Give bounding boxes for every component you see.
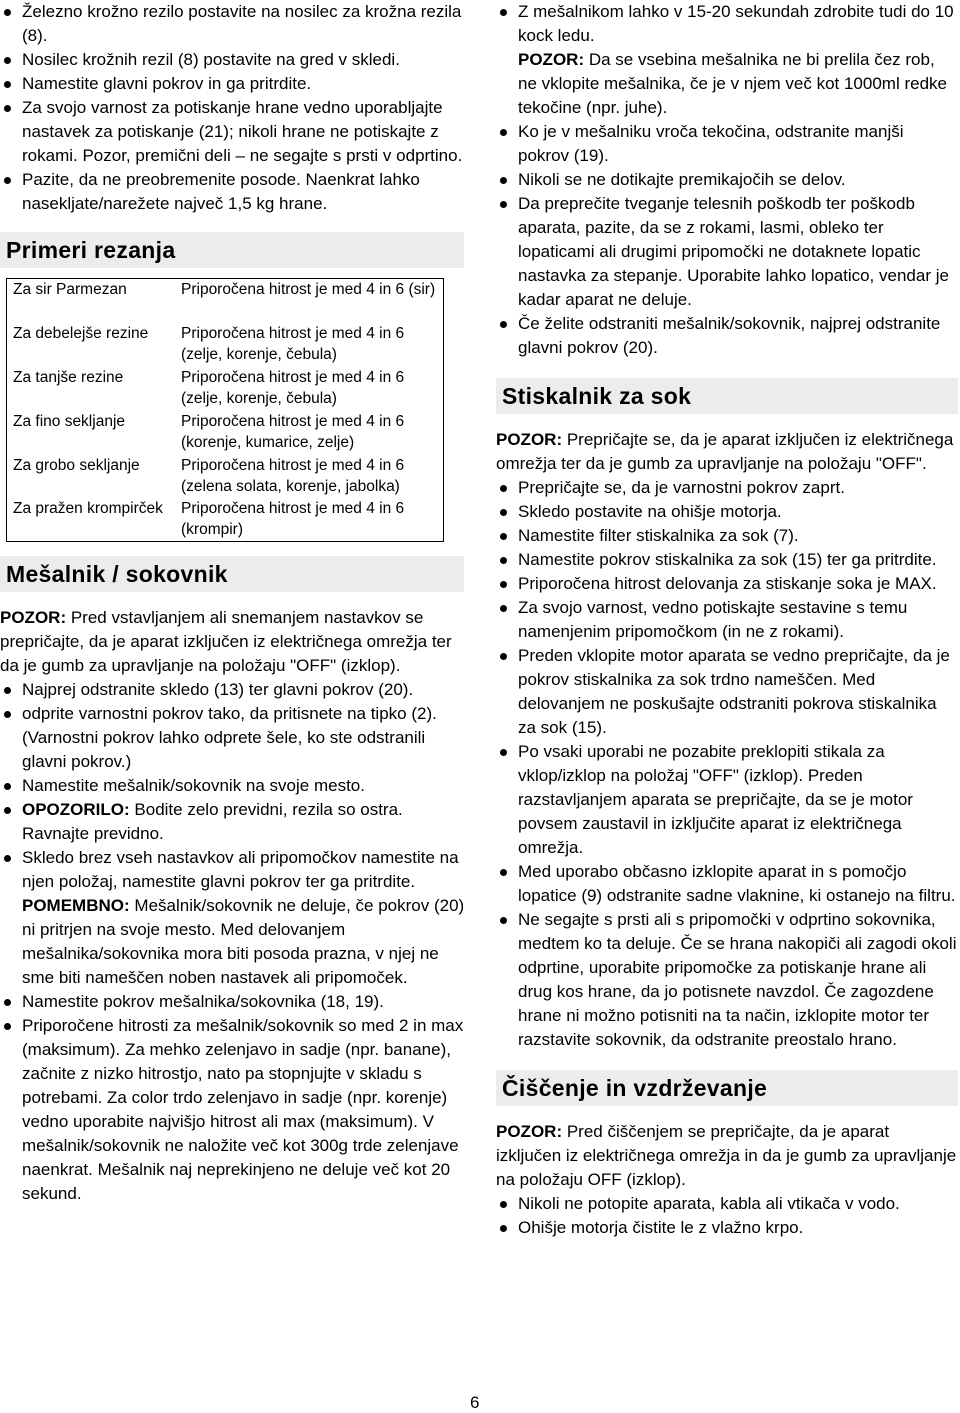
section-heading-juicer: Stiskalnik za sok <box>496 378 958 414</box>
list-item <box>0 798 468 846</box>
warning-text: Pred čiščenjem se prepričajte, da je aparat izključen iz električnega omrežja in da je gumb za upravljanje na položaju OFF (izklop). <box>496 1122 957 1189</box>
juicer-bullet-list <box>496 476 958 1052</box>
list-item: Nikoli se ne dotikajte premikajočih se delov. <box>496 168 958 192</box>
warning-label: POZOR: <box>496 430 563 449</box>
warning-text: Prepričajte se, da je aparat izključen iz električnega omrežja ter da je gumb za upravljanje na položaju "OFF". <box>496 430 954 473</box>
section-heading-cutting-examples: Primeri rezanja <box>0 232 464 268</box>
list-item: Za svojo varnost, vedno potiskajte sestavine s temu namenjenim pripomočkom (in ne z rokami). <box>496 596 958 644</box>
cleaning-bullet-list <box>496 1192 958 1240</box>
list-item: Če želite odstraniti mešalnik/sokovnik, najprej odstranite glavni pokrov (20). <box>496 312 958 360</box>
juicer-warning-paragraph <box>496 428 958 476</box>
warning-text: Da se vsebina mešalnika ne bi prelila čez rob, ne vklopite mešalnika, če je v njem več kot 1000ml redke tekočine (npr. juhe). <box>518 50 947 117</box>
assembly-bullet-list <box>0 0 468 216</box>
list-item: Skledo postavite na ohišje motorja. <box>496 500 958 524</box>
list-item-text: Namestite mešalnik/sokovnik na svoje mesto. <box>22 776 365 795</box>
list-item: Da preprečite tveganje telesnih poškodb ter poškodb aparata, pazite, da se z rokami, lasmi, obleko ter lopaticami ali drugimi pripomočki ne dotaknete lopatic nastavka za stepanje. Uporabite lahko lopatico, vendar je kadar aparat ne deluje. <box>496 192 958 312</box>
list-item <box>0 678 468 702</box>
list-item-text: odprite varnostni pokrov tako, da pritisnete na tipko (2). (Varnostni pokrov lahko odprete šele, ko ste odstranili glavni pokrov.) <box>22 704 437 771</box>
mixer-warning-paragraph <box>0 606 468 678</box>
list-item: Ne segajte s prsti ali s pripomočki v odprtino sokovnika, medtem ko ta deluje. Če se hrana nakopiči ali zagodi okoli odprtine, uporabite pripomočke za potiskanje hrane ali drug kos hrane, da jo potisnete navzdol. Če zagozdene hrane ni možno potisniti na ta način, izklopite motor ter razstavite sokovnik, da odstranite preostalo hrano. <box>496 908 958 1052</box>
important-note <box>22 894 468 990</box>
left-column <box>0 0 468 1206</box>
list-item-text: Najprej odstranite skledo (13) ter glavni pokrov (20). <box>22 680 414 699</box>
table-cell-speed: Priporočena hitrost je med 4 in 6 (zelena solata, korenje, jabolka) <box>181 456 405 495</box>
list-item <box>0 846 468 990</box>
page-number: 6 <box>470 1393 480 1412</box>
ice-bullet-list <box>496 0 958 360</box>
table-cell-use: Za sir Parmezan <box>13 281 127 298</box>
table-row <box>7 455 444 498</box>
warning-label: POZOR: <box>496 1122 563 1141</box>
list-item: Ko je v mešalniku vroča tekočina, odstranite manjši pokrov (19). <box>496 120 958 168</box>
table-row <box>7 323 444 367</box>
list-item-text: Skledo brez vseh nastavkov ali pripomočkov namestite na njen položaj, namestite glavni pokrov ter ga pritrdite. <box>22 848 459 891</box>
right-column <box>496 0 958 1240</box>
warning-label: OPOZORILO: <box>22 800 130 819</box>
list-item-text: Bodite zelo previdni, rezila so ostra. Ravnajte previdno. <box>22 800 403 843</box>
table-row <box>7 279 444 323</box>
list-item: Namestite pokrov mešalnika/sokovnika (18, 19). <box>0 990 468 1014</box>
table-cell-speed: Priporočena hitrost je med 4 in 6 (krompir) <box>181 499 405 538</box>
list-item: Namestite glavni pokrov in ga pritrdite. <box>0 72 468 96</box>
list-item: Preden vklopite motor aparata se vedno prepričajte, da je pokrov stiskalnika za sok trdno nameščen. Med delovanjem ne poskušajte odstraniti pokrova stiskalnika za sok (15). <box>496 644 958 740</box>
list-item <box>496 0 958 120</box>
table-cell-use: Za debelejše rezine <box>13 324 149 342</box>
table-cell-speed: Priporočena hitrost je med 4 in 6 (korenje, kumarice, zelje) <box>181 412 405 451</box>
list-item: Ohišje motorja čistite le z vlažno krpo. <box>496 1216 958 1240</box>
table-cell-use: Za pražen krompirček <box>13 499 163 517</box>
list-item: Pazite, da ne preobremenite posode. Naenkrat lahko nasekljate/narežete največ 1,5 kg hrane. <box>0 168 468 216</box>
table-row <box>7 367 444 411</box>
list-item: Za svojo varnost za potiskanje hrane vedno uporabljajte nastavek za potiskanje (21); nikoli hrane ne potiskajte z rokami. Pozor, premični deli – ne segajte s prsti v odprtino. <box>0 96 468 168</box>
cleaning-warning-paragraph <box>496 1120 958 1192</box>
table-cell-use: Za tanjše rezine <box>13 368 124 386</box>
section-heading-cleaning: Čiščenje in vzdrževanje <box>496 1070 958 1106</box>
list-item: Nikoli ne potopite aparata, kabla ali vtikača v vodo. <box>496 1192 958 1216</box>
list-item: Priporočena hitrost delovanja za stiskanje soka je MAX. <box>496 572 958 596</box>
ice-warning <box>518 48 958 120</box>
list-item: Železno krožno rezilo postavite na nosilec za krožna rezila (8). <box>0 0 468 48</box>
list-item <box>0 702 468 774</box>
list-item: Prepričajte se, da je varnostni pokrov zaprt. <box>496 476 958 500</box>
table-cell-speed: Priporočena hitrost je med 4 in 6 (sir) <box>181 281 436 298</box>
list-item: Nosilec krožnih rezil (8) postavite na gred v skledi. <box>0 48 468 72</box>
list-item: Priporočene hitrosti za mešalnik/sokovnik so med 2 in max (maksimum). Za mehko zelenjavo in sadje (npr. banane), začnite z nizko hitrostjo, nato pa stopnjujte v skladu s potrebami. Za color trdo zelenjavo in sadje (npr. korenje) vedno uporabite najvišjo hitrost ali max (maksimum). V mešalnik/sokovnik ne naložite več kot 300g trde zelenjave naenkrat. Mešalnik naj neprekinjeno ne deluje več kot 20 sekund. <box>0 1014 468 1206</box>
list-item: Po vsaki uporabi ne pozabite preklopiti stikala za vklop/izklop na položaj "OFF" (izklop). Preden razstavljanjem aparata se prepričajte, da se je motor povsem zaustavil in izključite aparat iz električnega omrežja. <box>496 740 958 860</box>
warning-label: POZOR: <box>518 50 585 69</box>
table-row <box>7 411 444 455</box>
list-item <box>0 774 468 798</box>
warning-text: Pred vstavljanjem ali snemanjem nastavkov se prepričajte, da je aparat izključen iz električnega omrežja ter da je gumb za upravljanje na položaju "OFF" (izklop). <box>0 608 452 675</box>
list-item: Namestite filter stiskalnika za sok (7). <box>496 524 958 548</box>
important-label: POMEMBNO: <box>22 896 130 915</box>
table-cell-use: Za grobo sekljanje <box>13 456 140 474</box>
table-cell-speed: Priporočena hitrost je med 4 in 6 (zelje, korenje, čebula) <box>181 324 405 363</box>
mixer-bullet-list <box>0 678 468 1206</box>
section-heading-mixer: Mešalnik / sokovnik <box>0 556 464 592</box>
cutting-examples-table <box>6 278 444 542</box>
list-item: Med uporabo občasno izklopite aparat in s pomočjo lopatice (9) odstranite sadne vlaknine, ki ostanejo na filtru. <box>496 860 958 908</box>
table-cell-use: Za fino sekljanje <box>13 412 126 430</box>
list-item-text: Z mešalnikom lahko v 15-20 sekundah zdrobite tudi do 10 kock ledu. <box>518 2 954 45</box>
important-text: Mešalnik/sokovnik ne deluje, če pokrov (20) ni pritrjen na svoje mesto. Med delovanjem mešalnika/sokovnika mora biti posoda prazna, v njej ne sme biti nameščen noben nastavek ali pripomoček. <box>22 896 465 987</box>
table-cell-speed: Priporočena hitrost je med 4 in 6 (zelje, korenje, čebula) <box>181 368 405 407</box>
warning-label: POZOR: <box>0 608 67 627</box>
table-row <box>7 498 444 542</box>
list-item: Namestite pokrov stiskalnika za sok (15) ter ga pritrdite. <box>496 548 958 572</box>
